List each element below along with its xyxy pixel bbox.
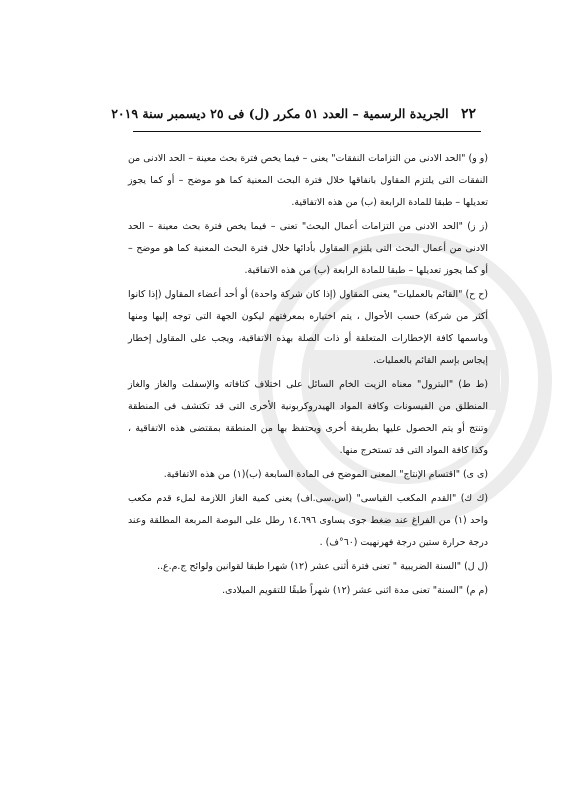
clause-kk: (ك ك) "القدم المكعب القياسى" (اس.سى.اف) يعنى كمية الغاز اللازمة لملء قدم مكعب واحد (١) من الفراغ عند ضغط جوى يساوى ١٤.٦٩٦ رطل على البوصة المربعة المطلقة وعند درجة حرارة ستين درجة فهرنهيت (٦٠°ف) . bbox=[128, 493, 488, 548]
gazette-title: الجريدة الرسمية – العدد ٥١ مكرر (ل) فى ٢٥ ديسمبر سنة ٢٠١٩ bbox=[111, 106, 449, 121]
clause-mm: (م م) "السنة" تعنى مدة اثنى عشر (١٢) شهراً طبقًا للتقويم الميلادى. bbox=[222, 585, 488, 596]
clause-tt: (ط ط) "البترول" معناه الزيت الخام السائل على اختلاف كثافاته والإسفلت والغاز والغاز المنطلق من القيسونات وكافة المواد الهيدروكربونية الأخرى التى قد تكتشف فى المنطقة وتنتج أو يتم الحصول عليها بطريقة أخرى ويحتفظ بها من المنطقة بمقتضى هذه الاتفاقية ، وكذا كافة المواد التى قد تستخرج منها. bbox=[128, 379, 488, 456]
document-body bbox=[128, 148, 488, 604]
clause-yy: (ى ى) "اقتسام الإنتاج" المعنى الموضح فى المادة السابعة (ب)(١) من هذه الاتفاقية. bbox=[163, 469, 488, 480]
header-rule bbox=[133, 131, 481, 132]
page-header bbox=[111, 106, 476, 128]
page-number: ٢٢ bbox=[460, 106, 476, 122]
clause-hh: (ح ح) "القائم بالعمليات" يعنى المقاول (إذا كان شركة واحدة) أو أحد أعضاء المقاول (إذا كانوا أكثر من شركة) حسب الأحوال ، يتم اختياره بمعرفتهم ليكون الجهة التى توجه إليها ومنها وباسمها كافة الإخطارات المتعلقة أو ذات الصلة بهذه الاتفاقية، ويجب على المقاول إخطار إيجاس بإسم القائم بالعمليات. bbox=[128, 289, 488, 366]
clause-ww: (و و) "الحد الادنى من التزامات النفقات" يعنى – فيما يخص فترة بحث معينة – الحد الادنى من النفقات التى يلتزم المقاول بانفاقها خلال فترة البحث المعنية كما هو موضح – أو كما يجوز تعديلها – طبقا للمادة الرابعة (ب) من هذه الاتفاقية. bbox=[128, 153, 488, 208]
clause-zz: (ز ز) "الحد الادنى من التزامات أعمال البحث" تعنى – فيما يخص فترة بحث معينة – الحد الادنى من أعمال البحث التى يلتزم المقاول بأدائها خلال فترة البحث المعنية كما هو موضح – أو كما يجوز تعديلها – طبقا للمادة الرابعة (ب) من هذه الاتفاقية. bbox=[128, 221, 488, 276]
clause-ll: (ل ل) "السنة الضريبية " تعنى فترة أثنى عشر (١٢) شهرا طبقا لقوانين ولوائح ج.م.ع.. bbox=[157, 561, 488, 572]
